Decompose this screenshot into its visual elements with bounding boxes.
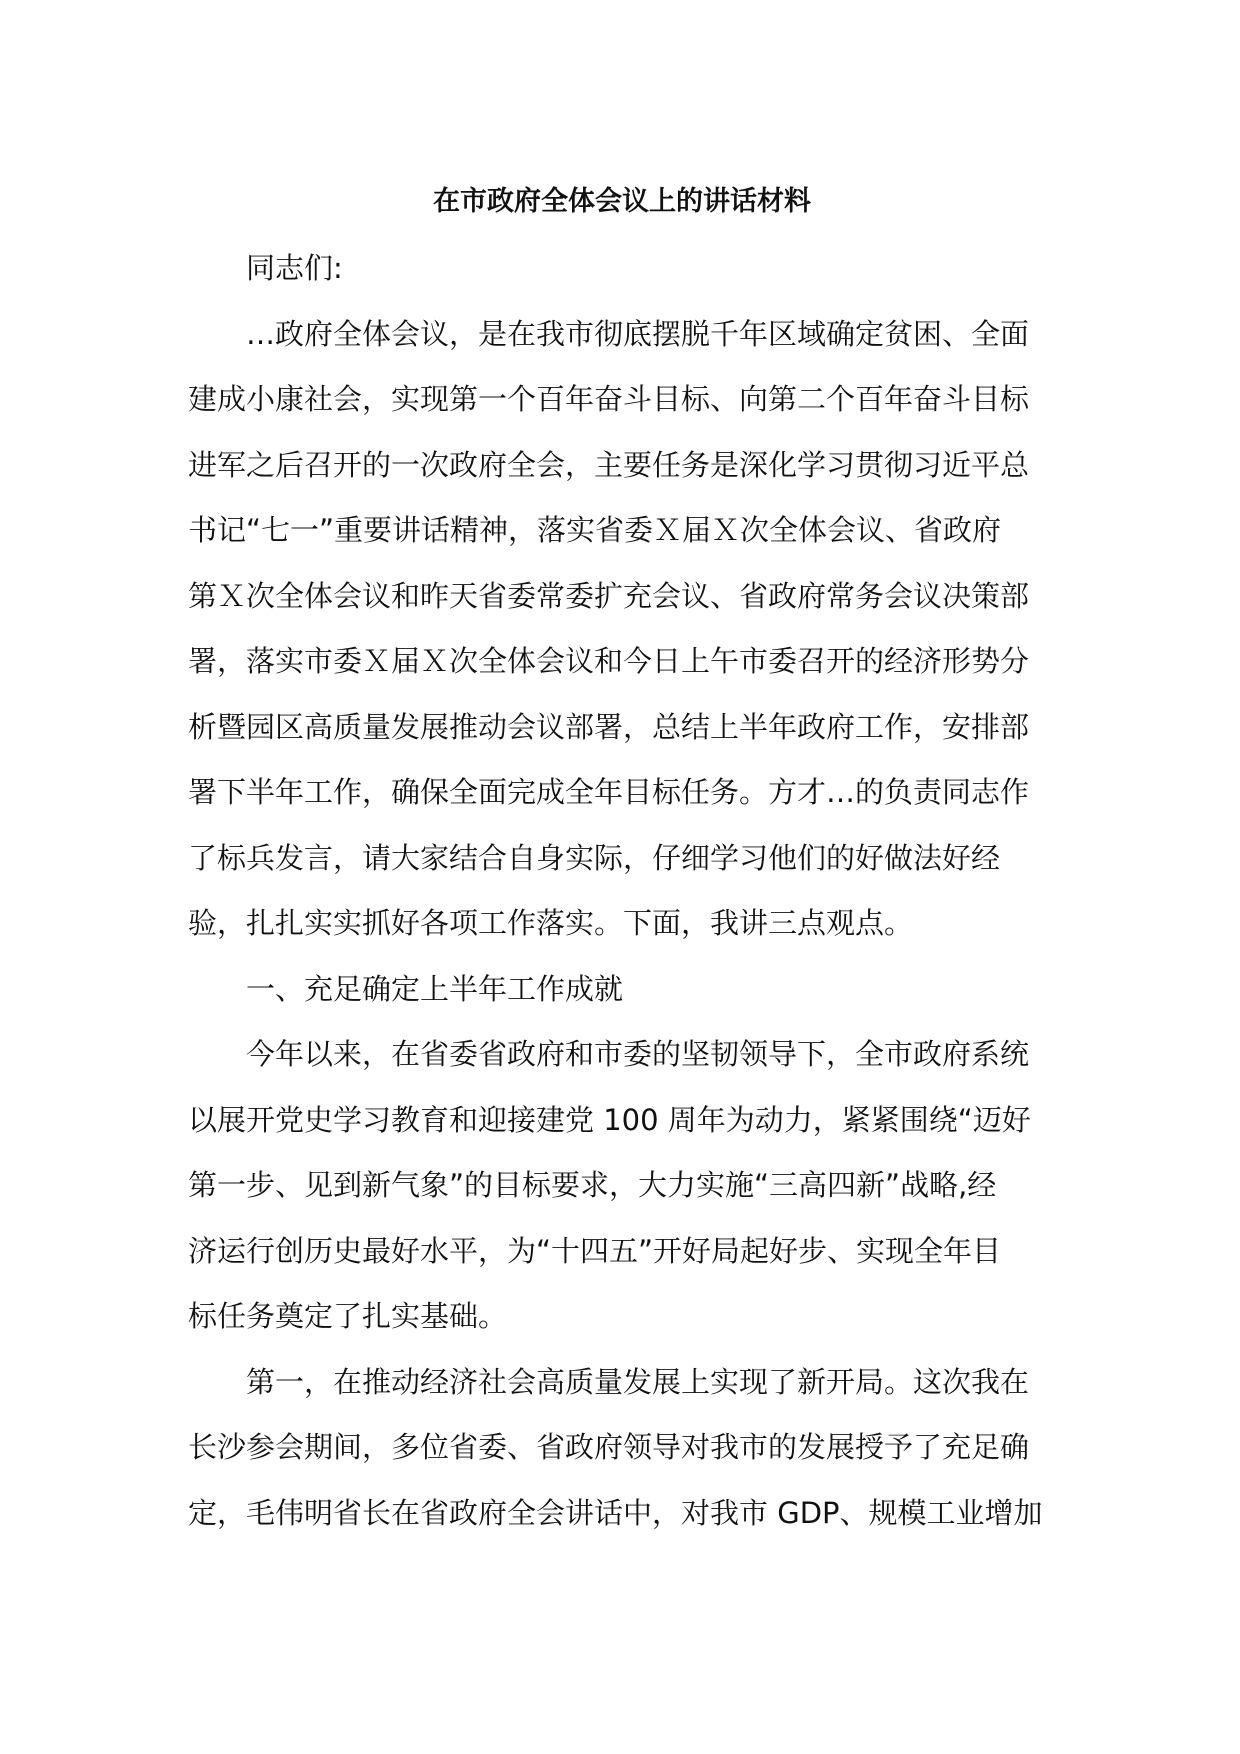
- paragraph-line: 署，落实市委Ｘ届Ｘ次全体会议和今日上午市委召开的经济形势分: [188, 644, 1030, 678]
- paragraph-3: [188, 1350, 1056, 1547]
- salutation: [188, 236, 1056, 302]
- paragraph-line: 第一步、见到新气象”的目标要求，大力实施“三高四新”战略,经: [188, 1168, 997, 1202]
- paragraph-line: 第一，在推动经济社会高质量发展上实现了新开局。这次我在: [246, 1364, 1030, 1399]
- paragraph-line: 了标兵发言，请大家结合自身实际，仔细学习他们的好做法好经: [188, 840, 1001, 875]
- paragraph-line: 验，扎扎实实抓好各项工作落实。下面，我讲三点观点。: [188, 906, 914, 940]
- salutation-text: 同志们:: [246, 251, 343, 285]
- paragraph-line: 标任务奠定了扎实基础。: [188, 1299, 508, 1333]
- paragraph-2: [188, 1022, 1056, 1350]
- paragraph-line: 署下半年工作，确保全面完成全年目标任务。方才…的负责同志作: [188, 775, 1030, 809]
- paragraph-line: 长沙参会期间，多位省委、省政府领导对我市的发展授予了充足确: [188, 1430, 1030, 1464]
- paragraph-line: 进军之后召开的一次政府全会，主要任务是深化学习贯彻习近平总: [188, 447, 1030, 482]
- paragraph-line: …政府全体会议，是在我市彻底摆脱千年区域确定贫困、全面: [246, 316, 1030, 351]
- section-heading-text: 一、充足确定上半年工作成就: [246, 971, 624, 1006]
- paragraph-line: 析暨园区高质量发展推动会议部署，总结上半年政府工作，安排部: [188, 709, 1030, 744]
- section-heading: [188, 957, 1056, 1023]
- paragraph-line: 建成小康社会，实现第一个百年奋斗目标、向第二个百年奋斗目标: [188, 382, 1030, 416]
- paragraph-line: 第Ｘ次全体会议和昨天省委常委扩充会议、省政府常务会议决策部: [188, 578, 1030, 613]
- paragraph-line: 今年以来，在省委省政府和市委的坚韧领导下，全市政府系统: [246, 1037, 1030, 1071]
- document-title: 在市政府全体会议上的讲话材料: [433, 186, 811, 217]
- paragraph-line: 以展开党史学习教育和迎接建党 100 周年为动力，紧紧围绕“迈好: [188, 1102, 1031, 1137]
- document-page: [188, 176, 1056, 1546]
- paragraph-1: [188, 302, 1056, 957]
- paragraph-line: 书记“七一”重要讲话精神，落实省委Ｘ届Ｘ次全体会议、省政府: [188, 513, 1002, 547]
- paragraph-line: 济运行创历史最好水平，为“十四五”开好局起好步、实现全年目: [188, 1233, 1002, 1268]
- paragraph-line: 定，毛伟明省长在省政府全会讲话中，对我市 GDP、规模工业增加: [188, 1495, 1043, 1530]
